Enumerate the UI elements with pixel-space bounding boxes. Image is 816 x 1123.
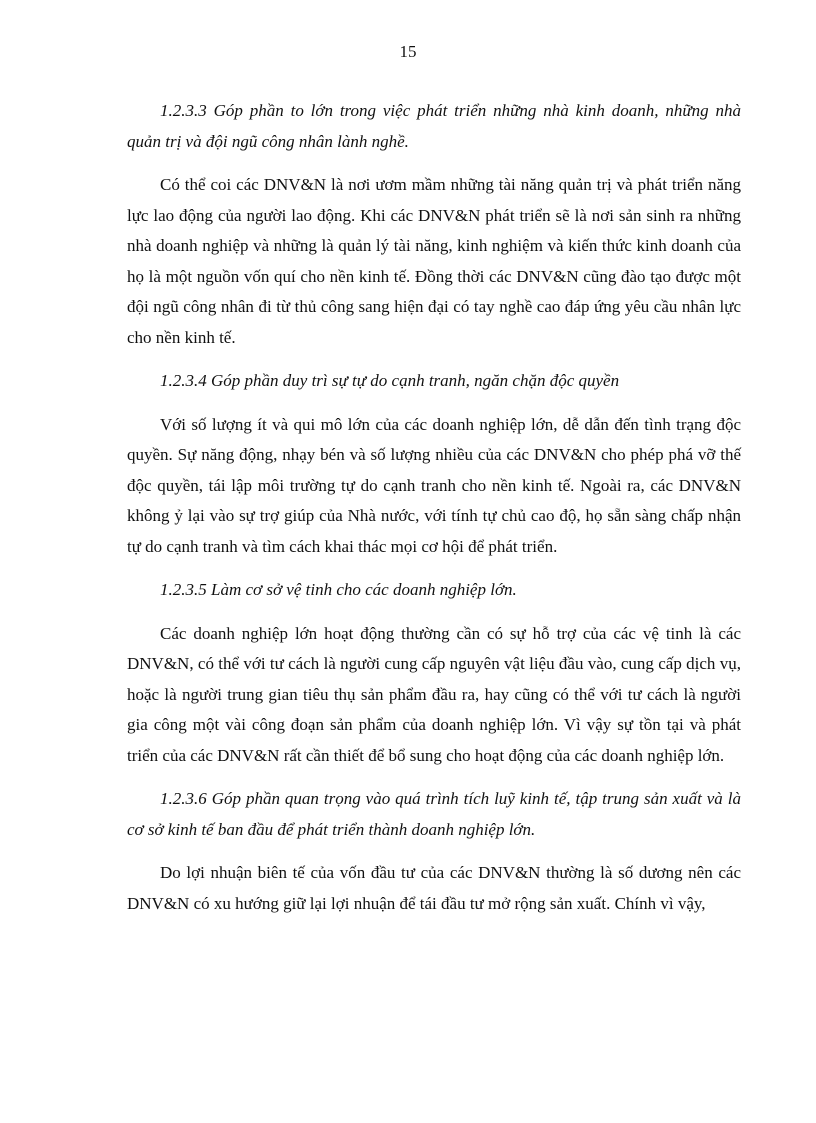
section-heading-1-2-3-3: 1.2.3.3 Góp phần to lớn trong việc phát triển những nhà kinh doanh, những nhà quản trị và đội ngũ công nhân lành nghề. xyxy=(127,101,741,151)
section-body-1-2-3-4: Với số lượng ít và qui mô lớn của các doanh nghiệp lớn, dễ dẫn đến tình trạng độc quyền. Sự năng động, nhạy bén và số lượng nhiều của các DNV&N cho phép phá vỡ thế độc quyền, tái lập môi trường tự do cạnh tranh cho nền kinh tế. Ngoài ra, các DNV&N không ỷ lại vào sự trợ giúp của Nhà nước, với tính tự chủ cao độ, họ sẵn sàng chấp nhận tự do cạnh tranh và tìm cách khai thác mọi cơ hội để phát triển. xyxy=(127,414,741,556)
page-content xyxy=(127,96,741,932)
section-heading-1-2-3-6: 1.2.3.6 Góp phần quan trọng vào quá trình tích luỹ kinh tế, tập trung sản xuất và là cơ sở kinh tế ban đầu để phát triển thành doanh nghiệp lớn. xyxy=(127,789,741,839)
page-number: 15 xyxy=(399,42,417,61)
section-body-1-2-3-3: Có thể coi các DNV&N là nơi ươm mầm những tài năng quản trị và phát triển năng lực lao động của người lao động. Khi các DNV&N phát triển sẽ là nơi sản sinh ra những nhà doanh nghiệp và những là quản lý tài năng, kinh nghiệm và kiến thức kinh doanh của họ là một nguồn vốn quí cho nền kinh tế. Đồng thời các DNV&N cũng đào tạo được một đội ngũ công nhân đi từ thủ công sang hiện đại có tay nghề cao đáp ứng yêu cầu nhân lực cho nền kinh tế. xyxy=(127,175,741,347)
section-body-1-2-3-6: Do lợi nhuận biên tế của vốn đầu tư của các DNV&N thường là số dương nên các DNV&N có xu hướng giữ lại lợi nhuận để tái đầu tư mở rộng sản xuất. Chính vì vậy, xyxy=(127,863,741,913)
section-body-1-2-3-5: Các doanh nghiệp lớn hoạt động thường cần có sự hỗ trợ của các vệ tinh là các DNV&N, có thể với tư cách là người cung cấp nguyên vật liệu đầu vào, cung cấp dịch vụ, hoặc là người trung gian tiêu thụ sản phẩm đầu ra, hay cũng có thể với tư cách là người gia công một vài công đoạn sản phẩm của doanh nghiệp lớn. Vì vậy sự tồn tại và phát triển của các DNV&N rất cần thiết để bổ sung cho hoạt động của các doanh nghiệp lớn. xyxy=(127,623,741,765)
section-heading-1-2-3-5: 1.2.3.5 Làm cơ sở vệ tinh cho các doanh nghiệp lớn. xyxy=(160,580,517,599)
section-heading-1-2-3-4: 1.2.3.4 Góp phần duy trì sự tự do cạnh tranh, ngăn chặn độc quyền xyxy=(160,371,620,390)
